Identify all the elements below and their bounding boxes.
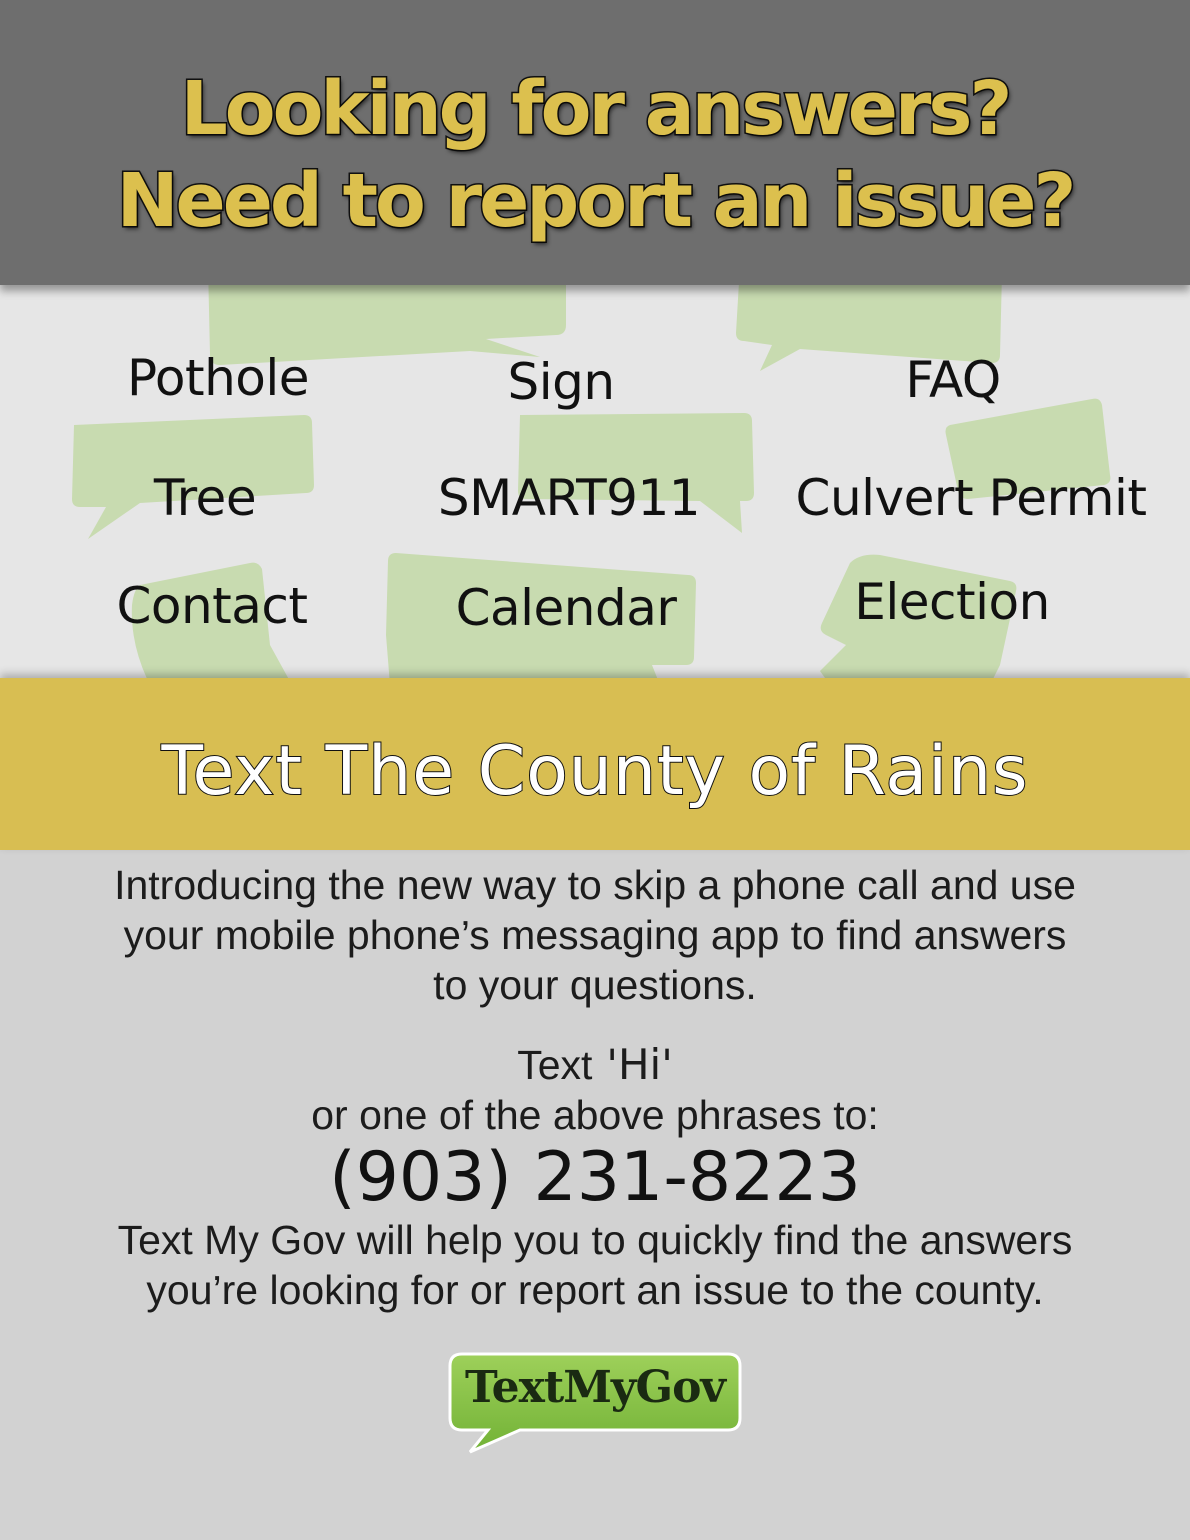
text-label: Text <box>517 1042 593 1088</box>
county-title: Text The County of Rains <box>161 732 1029 811</box>
hi-keyword: 'Hi' <box>606 1040 673 1089</box>
keyword-tree: Tree <box>153 469 257 527</box>
outro-line-1: Text My Gov will help you to quickly find the answers <box>117 1217 1073 1263</box>
phrases-line: or one of the above phrases to: <box>311 1092 879 1138</box>
keyword-calendar: Calendar <box>455 579 677 637</box>
phone-number: (903) 231-8223 <box>329 1138 861 1217</box>
headline-line-2: Need to report an issue? <box>116 158 1074 244</box>
intro-paragraph <box>0 860 1190 1010</box>
headline-line-1: Looking for answers? <box>180 66 1010 152</box>
intro-line-3: to your questions. <box>433 962 757 1008</box>
keyword-culvert-permit: Culvert Permit <box>795 469 1147 527</box>
keyword-pothole: Pothole <box>127 349 309 407</box>
keyword-band <box>0 285 1190 678</box>
keyword-election: Election <box>854 573 1050 631</box>
text-hi-line <box>0 1040 1190 1090</box>
intro-line-1: Introducing the new way to skip a phone call and use <box>114 862 1076 908</box>
header-banner <box>0 0 1190 285</box>
keyword-contact: Contact <box>116 577 308 635</box>
keyword-smart911: SMART911 <box>437 469 701 527</box>
outro-paragraph <box>0 1215 1190 1315</box>
outro-line-2: you’re looking for or report an issue to the county. <box>146 1267 1044 1313</box>
intro-line-2: your mobile phone’s messaging app to find answers <box>123 912 1067 958</box>
keyword-sign: Sign <box>507 353 615 411</box>
logo-text: TextMyGov <box>464 1362 725 1413</box>
keyword-faq: FAQ <box>905 351 1001 409</box>
